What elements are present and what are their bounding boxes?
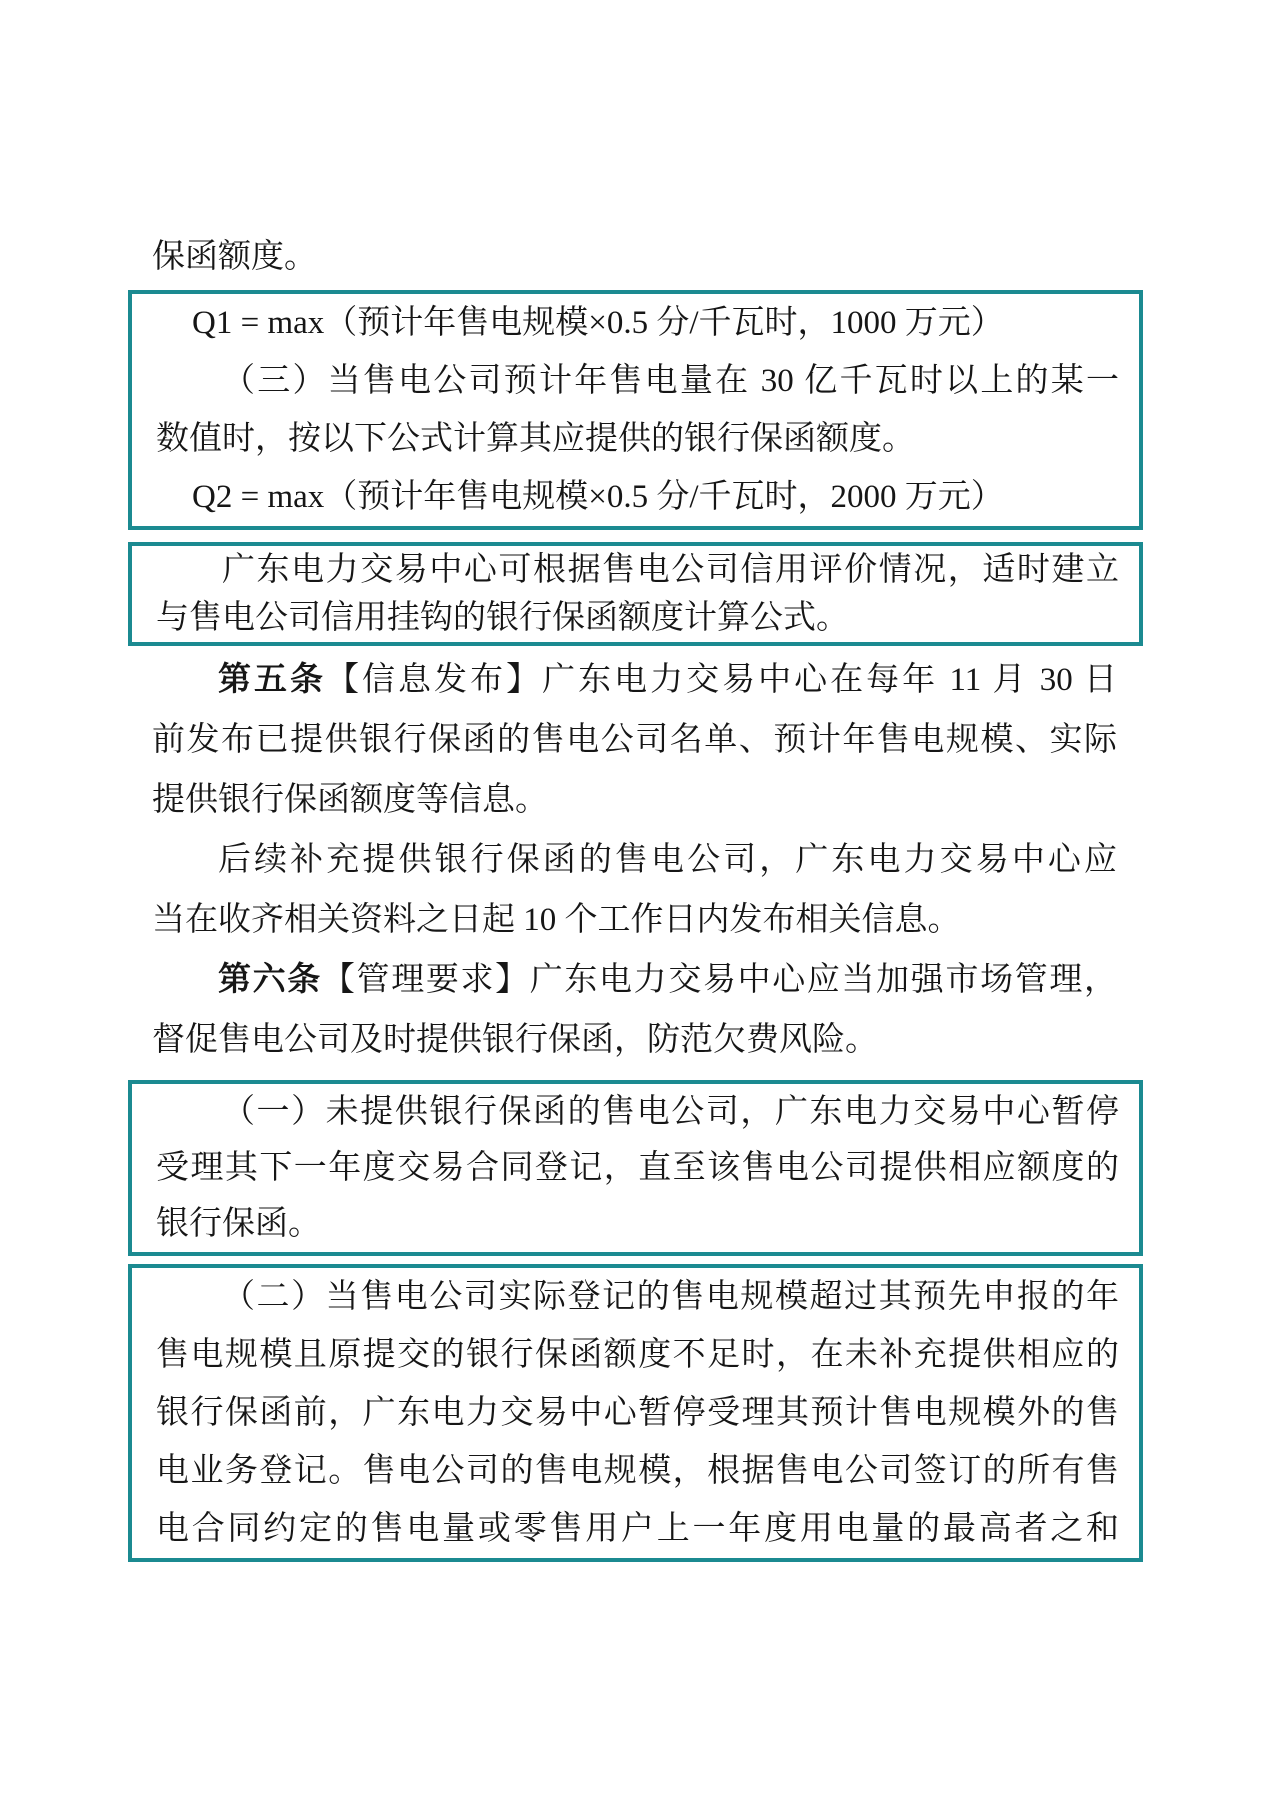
text-line <box>156 410 1119 468</box>
text-line <box>152 830 1117 890</box>
highlight-box-formula-q1-q2 <box>128 290 1143 530</box>
text-segment: （二）当售电公司实际登记的售电规模超过其预先申报的年 <box>222 1279 1119 1315</box>
text-line <box>156 546 1119 594</box>
text-segment: 与售电公司信用挂钩的银行保函额度计算公式。 <box>156 600 849 636</box>
text-segment: 当在收齐相关资料之日起 10 个工作日内发布相关信息。 <box>152 902 961 938</box>
article-number-bold: 第五条 <box>218 662 327 698</box>
text-line <box>156 468 1119 526</box>
text-segment: 银行保函。 <box>156 1206 321 1242</box>
text-line <box>156 1268 1119 1326</box>
text-line <box>156 1442 1119 1500</box>
text-segment: 【信息发布】广东电力交易中心在每年 11 月 30 日 <box>326 662 1117 698</box>
text-line <box>156 1140 1119 1196</box>
text-line <box>152 710 1117 770</box>
text-segment: 电合同约定的售电量或零售用户上一年度用电量的最高者之和 <box>156 1511 1119 1547</box>
text-segment: （三）当售电公司预计年售电量在 30 亿千瓦时以上的某一 <box>222 363 1119 399</box>
text-line <box>152 770 1117 830</box>
text-segment: 受理其下一年度交易合同登记，直至该售电公司提供相应额度的 <box>156 1150 1119 1186</box>
text-line <box>156 294 1119 352</box>
text-segment: 督促售电公司及时提供银行保函，防范欠费风险。 <box>152 1022 878 1058</box>
text-segment: 后续补充提供银行保函的售电公司，广东电力交易中心应 <box>218 842 1117 878</box>
text-line <box>156 1500 1119 1558</box>
text-line <box>156 1384 1119 1442</box>
text-line <box>152 650 1117 710</box>
highlight-box-credit-formula <box>128 542 1143 646</box>
article-number-bold: 第六条 <box>218 962 322 998</box>
text-line <box>152 1010 1117 1070</box>
text-segment: 数值时，按以下公式计算其应提供的银行保函额度。 <box>156 421 915 457</box>
paragraph-article-6-management-requirements <box>152 950 1117 1070</box>
text-line <box>156 1326 1119 1384</box>
text-segment: 银行保函前，广东电力交易中心暂停受理其预计售电规模外的售 <box>156 1395 1119 1431</box>
text-line <box>152 950 1117 1010</box>
text-line <box>156 352 1119 410</box>
text-segment: Q1 = max（预计年售电规模×0.5 分/千瓦时，1000 万元） <box>192 305 1004 341</box>
text-segment: 电业务登记。售电公司的售电规模，根据售电公司签订的所有售 <box>156 1453 1119 1489</box>
text-line <box>156 594 1119 642</box>
text-segment: 【管理要求】广东电力交易中心应当加强市场管理， <box>321 962 1118 998</box>
text-segment: 提供银行保函额度等信息。 <box>152 782 548 818</box>
paragraph-article-5-information-release <box>152 650 1117 950</box>
text-line <box>156 1084 1119 1140</box>
document-page <box>128 0 1143 1562</box>
text-segment: （一）未提供银行保函的售电公司，广东电力交易中心暂停 <box>222 1094 1119 1130</box>
text-line <box>152 890 1117 950</box>
text-segment: 广东电力交易中心可根据售电公司信用评价情况，适时建立 <box>222 552 1119 588</box>
text-line <box>152 227 1117 287</box>
paragraph-guarantee-amount-end <box>152 227 1117 287</box>
text-line <box>156 1196 1119 1252</box>
highlight-box-item-1-suspension <box>128 1080 1143 1256</box>
text-segment: 保函额度。 <box>152 239 317 275</box>
text-segment: 前发布已提供银行保函的售电公司名单、预计年售电规模、实际 <box>152 722 1117 758</box>
text-segment: Q2 = max（预计年售电规模×0.5 分/千瓦时，2000 万元） <box>192 479 1004 515</box>
text-segment: 售电规模且原提交的银行保函额度不足时，在未补充提供相应的 <box>156 1337 1119 1373</box>
highlight-box-item-2-scale-exceeded <box>128 1264 1143 1562</box>
